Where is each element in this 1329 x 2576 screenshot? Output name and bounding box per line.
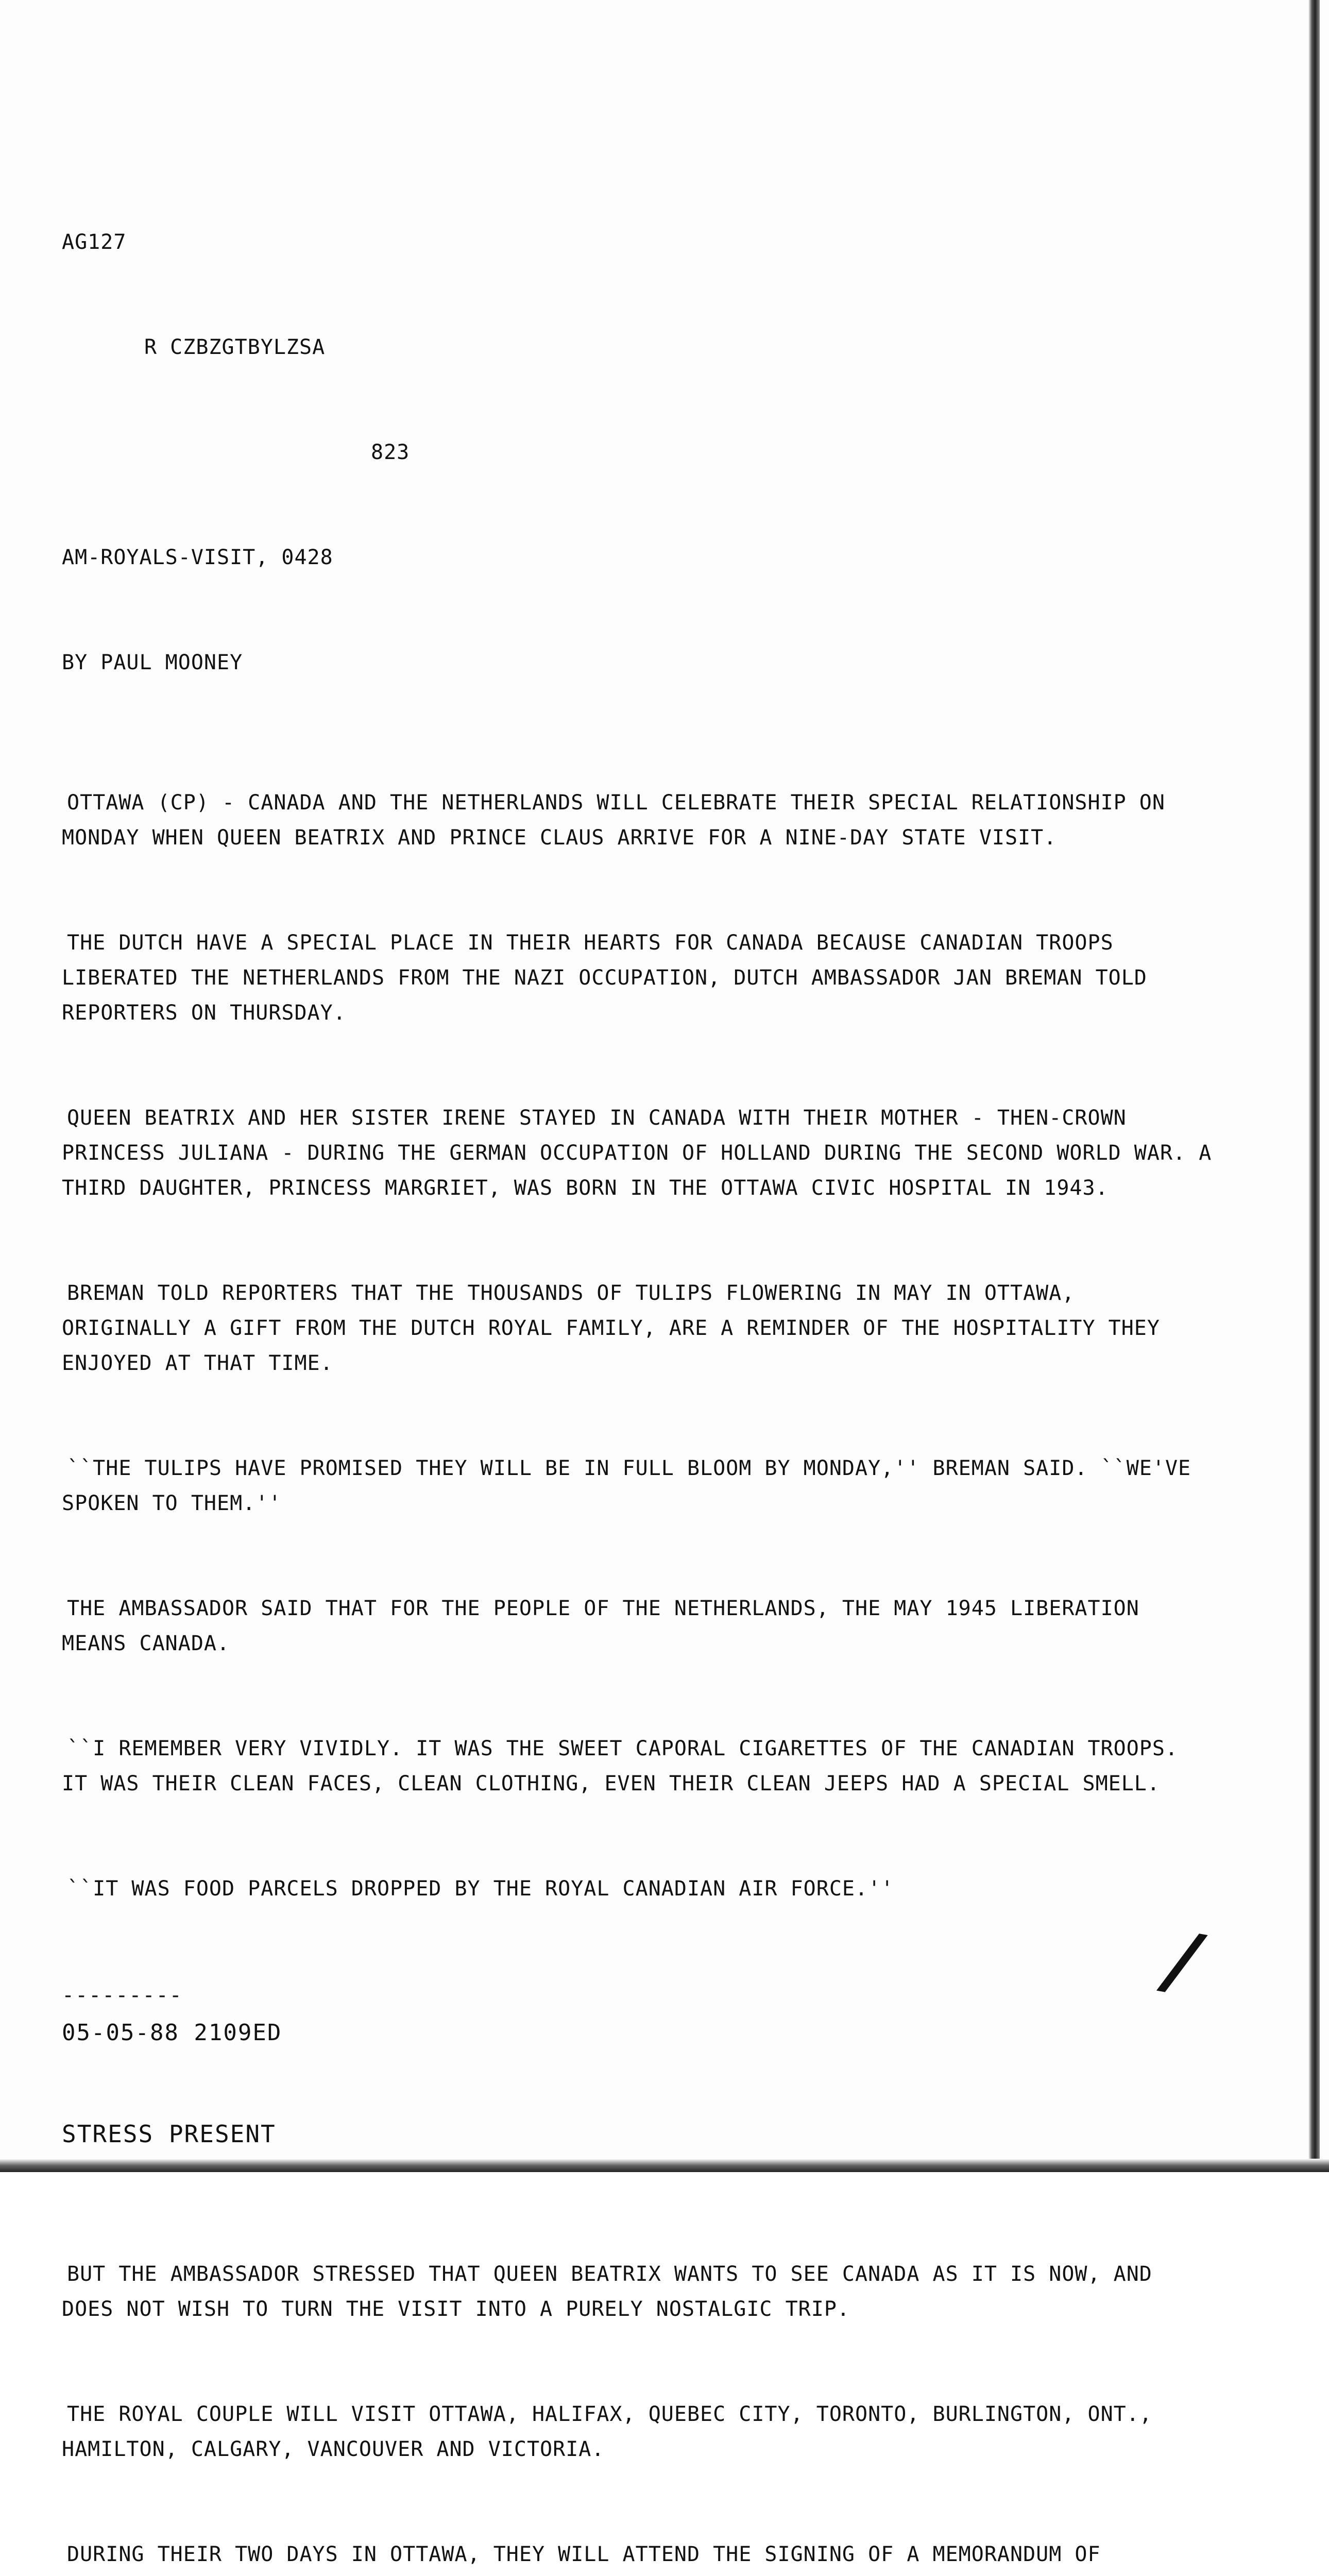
paragraph-6: THE AMBASSADOR SAID THAT FOR THE PEOPLE OF THE NETHERLANDS, THE MAY 1945 LIBERATION MEANS CANADA. xyxy=(62,1597,1139,1655)
paragraph-3: QUEEN BEATRIX AND HER SISTER IRENE STAYED IN CANADA WITH THEIR MOTHER - THEN-CROWN PRINCESS JULIANA - DURING THE GERMAN OCCUPATION OF HOLLAND DURING THE SECOND WORLD WAR. A THIRD DAUGHTER, PRINCESS MARGRIET, WAS BORN IN THE OTTAWA CIVIC HOSPITAL IN 1943. xyxy=(62,1106,1212,1200)
paragraph-7: ``I REMEMBER VERY VIVIDLY. IT WAS THE SWEET CAPORAL CIGARETTES OF THE CANADIAN TROOPS. IT WAS THEIR CLEAN FACES, CLEAN CLOTHING, EVEN THEIR CLEAN JEEPS HAD A SPECIAL SMELL. xyxy=(62,1737,1179,1795)
byline: BY PAUL MOONEY xyxy=(62,651,243,674)
paragraph-1: OTTAWA (CP) - CANADA AND THE NETHERLANDS WILL CELEBRATE THEIR SPECIAL RELATIONSHIP ON MONDAY WHEN QUEEN BEATRIX AND PRINCE CLAUS ARRIVE FOR A NINE-DAY STATE VISIT. xyxy=(62,791,1165,850)
subhead: STRESS PRESENT xyxy=(62,2120,276,2148)
story-slug: AM-ROYALS-VISIT, 0428 xyxy=(62,546,333,569)
paragraph-5: ``THE TULIPS HAVE PROMISED THEY WILL BE IN FULL BLOOM BY MONDAY,'' BREMAN SAID. ``WE'VE SPOKEN TO THEM.'' xyxy=(62,1456,1191,1515)
page-edge-right xyxy=(1308,0,1320,2172)
story-code: AG127 xyxy=(62,230,127,254)
paragraph-2: THE DUTCH HAVE A SPECIAL PLACE IN THEIR HEARTS FOR CANADA BECAUSE CANADIAN TROOPS LIBERATED THE NETHERLANDS FROM THE NAZI OCCUPATION, DUTCH AMBASSADOR JAN BREMAN TOLD REPORTERS ON THURSDAY. xyxy=(62,931,1147,1025)
paragraph-9: BUT THE AMBASSADOR STRESSED THAT QUEEN BEATRIX WANTS TO SEE CANADA AS IT IS NOW, AND DOES NOT WISH TO TURN THE VISIT INTO A PURELY NOSTALGIC TRIP. xyxy=(62,2262,1152,2321)
paragraph-8: ``IT WAS FOOD PARCELS DROPPED BY THE ROYAL CANADIAN AIR FORCE.'' xyxy=(67,1877,894,1901)
paragraph-4: BREMAN TOLD REPORTERS THAT THE THOUSANDS OF TULIPS FLOWERING IN MAY IN OTTAWA, ORIGINALLY A GIFT FROM THE DUTCH ROYAL FAMILY, ARE A REMINDER OF THE HOSPITALITY THEY ENJOYED AT THAT TIME. xyxy=(62,1281,1160,1375)
footer-dashes: --------- xyxy=(62,1984,183,2007)
article-body xyxy=(62,155,1216,2576)
footer-dateline: 05-05-88 2109ED xyxy=(62,2020,282,2046)
routing-code: R CZBZGTBYLZSA xyxy=(144,335,326,359)
paragraph-10: THE ROYAL COUPLE WILL VISIT OTTAWA, HALIFAX, QUEBEC CITY, TORONTO, BURLINGTON, ONT., HAMILTON, CALGARY, VANCOUVER AND VICTORIA. xyxy=(62,2402,1152,2461)
end-mark-slash: / xyxy=(1162,1914,1205,2008)
story-number: 823 xyxy=(371,440,410,464)
paragraph-11: DURING THEIR TWO DAYS IN OTTAWA, THEY WILL ATTEND THE SIGNING OF A MEMORANDUM OF xyxy=(67,2543,1101,2566)
